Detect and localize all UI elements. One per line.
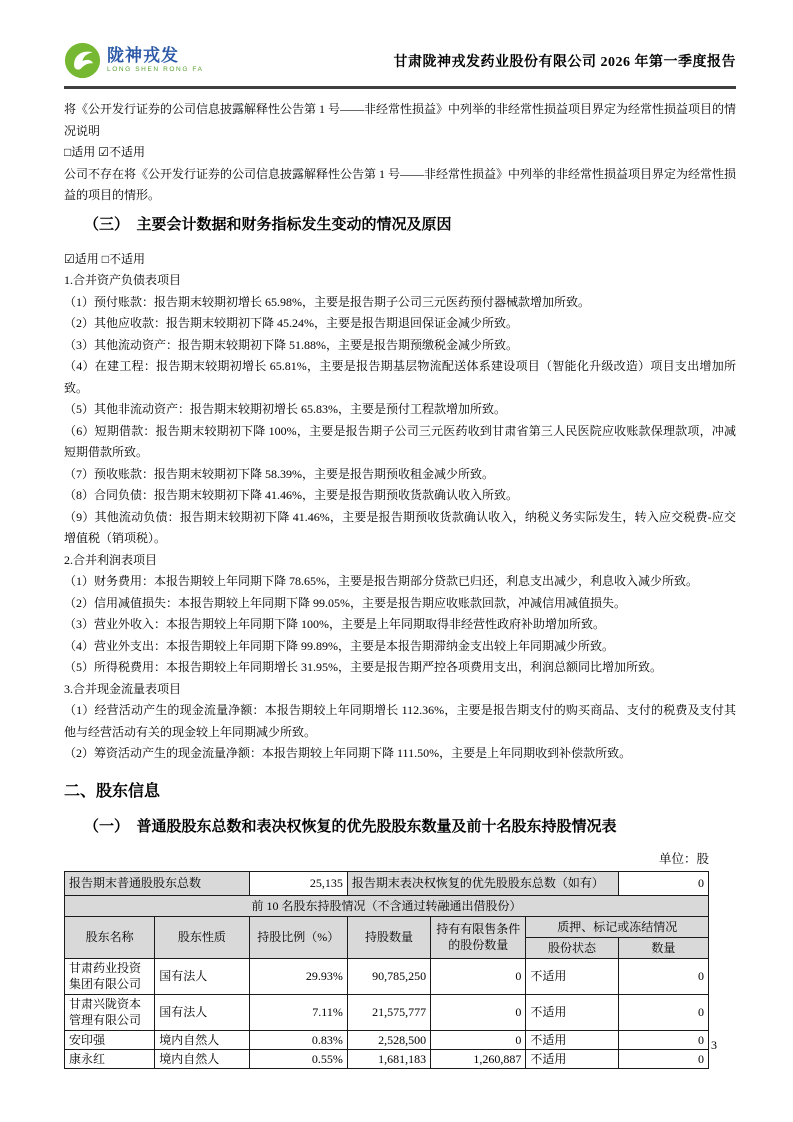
nonrecurring-applicable-checkboxes: □适用 ☑不适用 bbox=[64, 145, 146, 159]
shareholder-restricted: 0 bbox=[431, 994, 526, 1030]
shareholder-shares: 1,681,183 bbox=[347, 1049, 430, 1068]
balance-item-2: （2）其他应收款：报告期末较期初下降 45.24%，主要是报告期退回保证金减少所致。 bbox=[64, 316, 518, 330]
section-heading-shareholders: 二、股东信息 bbox=[64, 782, 161, 800]
page-number: 3 bbox=[711, 1038, 717, 1052]
shareholder-nature: 境内自然人 bbox=[155, 1049, 249, 1068]
group-title-balance-sheet: 1.合并资产负债表项目 bbox=[64, 273, 182, 287]
shareholder-restricted: 1,260,887 bbox=[431, 1049, 526, 1068]
shareholder-shares: 90,785,250 bbox=[347, 958, 430, 994]
shareholder-ratio: 7.11% bbox=[249, 994, 347, 1030]
balance-item-4: （4）在建工程：报告期末较期初增长 65.81%，主要是报告期基层物流配送体系建设项目（智能化升级改造）项目支出增加所致。 bbox=[64, 359, 736, 395]
document-body bbox=[64, 89, 736, 1069]
income-item-5: （5）所得税费用：本报告期较上年同期增长 31.95%，主要是报告期严控各项费用支出，利润总额同比增加所致。 bbox=[64, 660, 663, 674]
shareholder-name: 康永红 bbox=[65, 1049, 155, 1068]
cashflow-item-2: （2）筹资活动产生的现金流量净额：本报告期较上年同期下降 111.50%，主要是上年同期收到补偿款所致。 bbox=[64, 746, 632, 760]
nonrecurring-statement: 将《公开发行证券的公司信息披露解释性公告第 1 号——非经常性损益》中列举的非经常性损益项目界定为经常性损益项目的情况说明 bbox=[64, 102, 737, 138]
shareholder-pledge-status: 不适用 bbox=[526, 1030, 618, 1049]
table-row bbox=[65, 958, 709, 994]
company-logo bbox=[64, 42, 204, 79]
report-title: 甘肃陇神戎发药业股份有限公司 2026 年第一季度报告 bbox=[393, 54, 736, 70]
shareholder-nature: 国有法人 bbox=[155, 994, 249, 1030]
summary-row bbox=[65, 871, 709, 895]
shareholder-nature: 境内自然人 bbox=[155, 1030, 249, 1049]
balance-item-5: （5）其他非流动资产：报告期末较期初增长 65.83%，主要是预付工程款增加所致。 bbox=[64, 402, 506, 416]
logo-text bbox=[107, 47, 204, 74]
column-header-row bbox=[65, 916, 709, 937]
changes-applicable-checkboxes: ☑适用 □不适用 bbox=[64, 251, 146, 266]
table-row bbox=[65, 1049, 709, 1068]
header-pledge-qty: 数量 bbox=[618, 937, 708, 958]
shareholder-name: 甘肃药业投资集团有限公司 bbox=[65, 958, 155, 994]
shareholder-pledge-status: 不适用 bbox=[526, 958, 618, 994]
logo-en-text: LONG SHEN RONG FA bbox=[107, 66, 204, 73]
group-title-cash-flow: 3.合并现金流量表项目 bbox=[64, 681, 182, 696]
shareholder-pledge-qty: 0 bbox=[618, 958, 708, 994]
balance-item-9: （9）其他流动负债：报告期末较期初下降 41.46%，主要是报告期预收货款确认收入，纳税义务实际发生，转入应交税费-应交增值税（销项税）。 bbox=[64, 509, 736, 545]
group-title-income-statement: 2.合并利润表项目 bbox=[64, 552, 158, 567]
shareholder-pledge-qty: 0 bbox=[618, 994, 708, 1030]
shareholder-ratio: 0.55% bbox=[249, 1049, 347, 1068]
top10-title-row bbox=[65, 895, 709, 916]
shareholder-shares: 2,528,500 bbox=[347, 1030, 430, 1049]
header-shares: 持股数量 bbox=[347, 916, 430, 958]
shareholder-pledge-status: 不适用 bbox=[526, 1049, 618, 1068]
shareholder-restricted: 0 bbox=[431, 958, 526, 994]
header-pledge-status: 股份状态 bbox=[526, 937, 618, 958]
preferred-shareholders-label: 报告期末表决权恢复的优先股股东总数（如有） bbox=[347, 871, 618, 895]
balance-item-6: （6）短期借款：报告期末较期初下降 100%，主要是报告期子公司三元医药收到甘肃省第三人民医院应收账款保理款项，冲减短期借款所致。 bbox=[64, 423, 736, 459]
shareholder-pledge-status: 不适用 bbox=[526, 994, 618, 1030]
income-item-3: （3）营业外收入：本报告期较上年同期下降 100%，主要是上年同期取得非经营性政府补助增加所致。 bbox=[64, 617, 605, 631]
cashflow-item-1: （1）经营活动产生的现金流量净额：本报告期较上年同期增长 112.36%，主要是报告期支付的购买商品、支付的税费及支付其他与经营活动有关的现金较上年同期减少所致。 bbox=[64, 703, 736, 739]
balance-item-1: （1）预付账款：报告期末较期初增长 65.98%，主要是报告期子公司三元医药预付器械款增加所致。 bbox=[64, 294, 590, 309]
top10-title: 前 10 名股东持股情况（不含通过转融通出借股份） bbox=[65, 895, 709, 916]
logo-icon bbox=[64, 42, 101, 79]
income-item-1: （1）财务费用：本报告期较上年同期下降 78.65%，主要是报告期部分贷款已归还，利息支出减少，利息收入减少所致。 bbox=[64, 574, 699, 588]
table-row bbox=[65, 1030, 709, 1049]
table-row bbox=[65, 994, 709, 1030]
shareholder-name: 安印强 bbox=[65, 1030, 155, 1049]
shareholder-pledge-qty: 0 bbox=[618, 1049, 708, 1068]
common-shareholders-label: 报告期末普通股股东总数 bbox=[65, 871, 250, 895]
shareholder-shares: 21,575,777 bbox=[347, 994, 430, 1030]
income-item-2: （2）信用减值损失：本报告期较上年同期下降 99.05%，主要是报告期应收账款回款，冲减信用减值损失。 bbox=[64, 595, 626, 610]
nonrecurring-explanation: 公司不存在将《公开发行证券的公司信息披露解释性公告第 1 号——非经常性损益》中列举的非经常性损益项目界定为经常性损益的项目的情形。 bbox=[64, 166, 737, 202]
income-item-4: （4）营业外支出：本报告期较上年同期下降 99.89%，主要是本报告期滞纳金支出较上年同期减少所致。 bbox=[64, 638, 614, 653]
subsection-heading-top10: （一） 普通股股东总数和表决权恢复的优先股股东数量及前十名股东持股情况表 bbox=[84, 817, 617, 835]
balance-item-3: （3）其他流动资产：报告期末较期初下降 51.88%，主要是报告期预缴税金减少所致。 bbox=[64, 337, 518, 352]
logo-cn-text: 陇神戎发 bbox=[107, 46, 179, 65]
preferred-shareholders-value: 0 bbox=[618, 871, 708, 895]
shareholder-pledge-qty: 0 bbox=[618, 1030, 708, 1049]
balance-item-7: （7）预收账款：报告期末较期初下降 58.39%，主要是报告期预收租金减少所致。 bbox=[64, 466, 494, 481]
shareholder-restricted: 0 bbox=[431, 1030, 526, 1049]
header-name: 股东名称 bbox=[65, 916, 155, 958]
header-nature: 股东性质 bbox=[155, 916, 249, 958]
header-pledge-group: 质押、标记或冻结情况 bbox=[526, 916, 709, 937]
shareholders-table bbox=[64, 871, 709, 1069]
shareholder-nature: 国有法人 bbox=[155, 958, 249, 994]
shareholder-ratio: 0.83% bbox=[249, 1030, 347, 1049]
shareholder-ratio: 29.93% bbox=[249, 958, 347, 994]
header-restricted: 持有有限售条件的股份数量 bbox=[431, 916, 526, 958]
shareholder-name: 甘肃兴陇资本管理有限公司 bbox=[65, 994, 155, 1030]
header-ratio: 持股比例（%） bbox=[249, 916, 347, 958]
section-heading-changes: （三） 主要会计数据和财务指标发生变动的情况及原因 bbox=[84, 215, 452, 233]
page-header bbox=[64, 0, 736, 89]
unit-label: 单位：股 bbox=[658, 851, 709, 866]
balance-item-8: （8）合同负债：报告期末较期初下降 41.46%，主要是报告期预收货款确认收入所致。 bbox=[64, 488, 518, 502]
common-shareholders-value: 25,135 bbox=[249, 871, 347, 895]
